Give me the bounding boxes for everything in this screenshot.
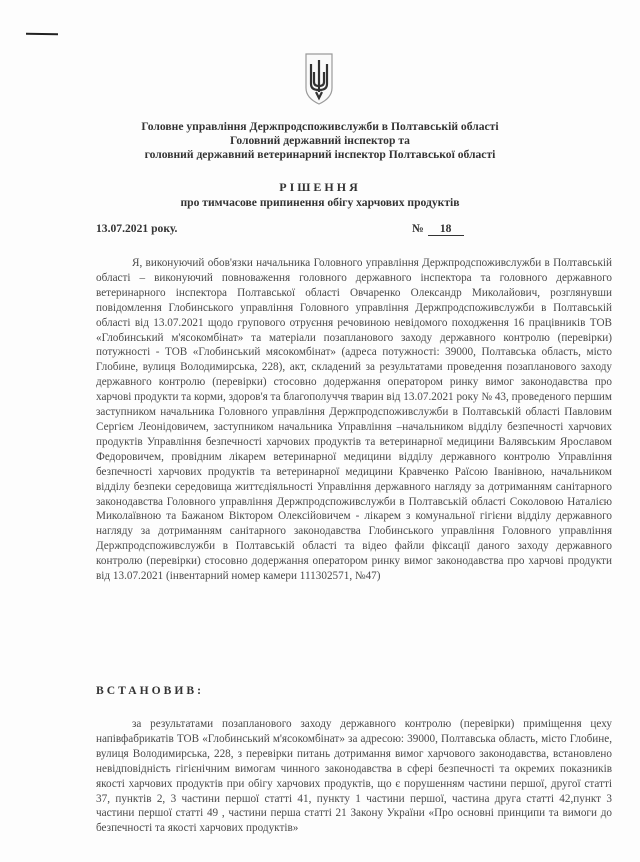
section-heading-established: ВСТАНОВИВ: [96,684,205,697]
header-line-agency: Головне управління Держпродспоживслужби в Полтавській області [141,120,499,133]
header-line-vet-inspector: головний державний ветеринарний інспектор Полтавської області [144,148,496,161]
document-date: 13.07.2021 року. [96,222,178,235]
number-label: № [412,222,424,235]
header-line-inspector: Головний державний інспектор та [230,134,410,147]
number-value: 18 [428,222,464,236]
trident-icon [304,52,334,106]
scan-mark [26,33,58,36]
paragraph-preamble-text: Я, виконуючий обов'язки начальника Головного управління Держпродспоживслужби в Полтавській області – виконуючий повноваження головного державного інспектора та головного державного ветеринарного інспектора Полтавської області Овчаренко Олександр Миколайович, розглянувши повідомлення Глобинського управління Головного управління Держпродспоживслужби в Полтавській області від 13.07.2021 щодо групового отруєння речовиною невідомого походження 16 працівників ТОВ «Глобинський м'ясокомбінат» та матеріали позапланового заходу державного контролю (перевірки) потужності - ТОВ «Глобинський мясокомбінат» (адреса потужності: 39000, Полтавська область, місто Глобине, вулиця Володимирська, 228), акт, складений за результатами проведення позапланового заходу державного контролю (перевірки) стосовно додержання оператором ринку вимог законодавства про харчові продукти та корми, здоров'я та благополуччя тварин від 13.07.2021 року № 43, проведеного першим заступником начальника Головного управління Держпродспоживслужби в Полтавській області Павловим Сергієм Леонідовичем, заступником начальника Управління –начальником відділу безпечності харчових продуктів Управління безпечності харчових продуктів та ветеринарної медицини Валявським Ярославом Федоровичем, провідним лікарем ветеринарної медицини відділу державного контролю Управління безпечності харчових продуктів та ветеринарної медицини Кравченко Раїсою Іванівною, начальником відділу безпеки середовища життєдіяльності Управління державного нагляду за дотриманням санітарного законодавства Головного управління Держпродспоживслужби в Полтавській області Соколовою Наталією Миколаївною та Бажаном Віктором Олексійовичем - лікарем з комунальної гігієни відділу державного нагляду за дотриманням санітарного законодавства Глобинського управління Головного управління Держпродспоживслужби в Полтавській області та відео файли фіксації даного заходу державного контролю (перевірки) стосовно додержання оператором ринку вимог законодавства про харчові продукти від 13.07.2021 (інвентарний номер камери 111302571, №47) [96,257,612,583]
document-number [412,222,464,236]
document-subtitle: про тимчасове припинення обігу харчових продуктів [180,196,460,209]
paragraph-findings-text: за результатами позапланового заходу державного контролю (перевірки) приміщення цеху напівфабрикатів ТОВ «Глобинський м'ясокомбінат» за адресою: 39000, Полтавська область, місто Глобине, вулиця Володимирська, 228, з перевірки питань дотримання вимог харчового законодавства, встановлено невідповідність гігієнічним вимогам чинного законодавства в сфері безпечності та окремих показників якості харчових продуктів при обігу харчових продуктів, що є порушенням частини першої, другої статті 37, пунктів 2, 3 частини першої статті 41, пункту 1 частини першої, частина друга статті 42,пункт 3 частини першої статті 49 , частини перша статті 21 Закону України «Про основні принципи та вимоги до безпечності та якості харчових продуктів» [96,718,612,835]
paragraph-findings [96,717,612,836]
paragraph-preamble [96,256,612,584]
document-title: РІШЕННЯ [279,180,361,194]
